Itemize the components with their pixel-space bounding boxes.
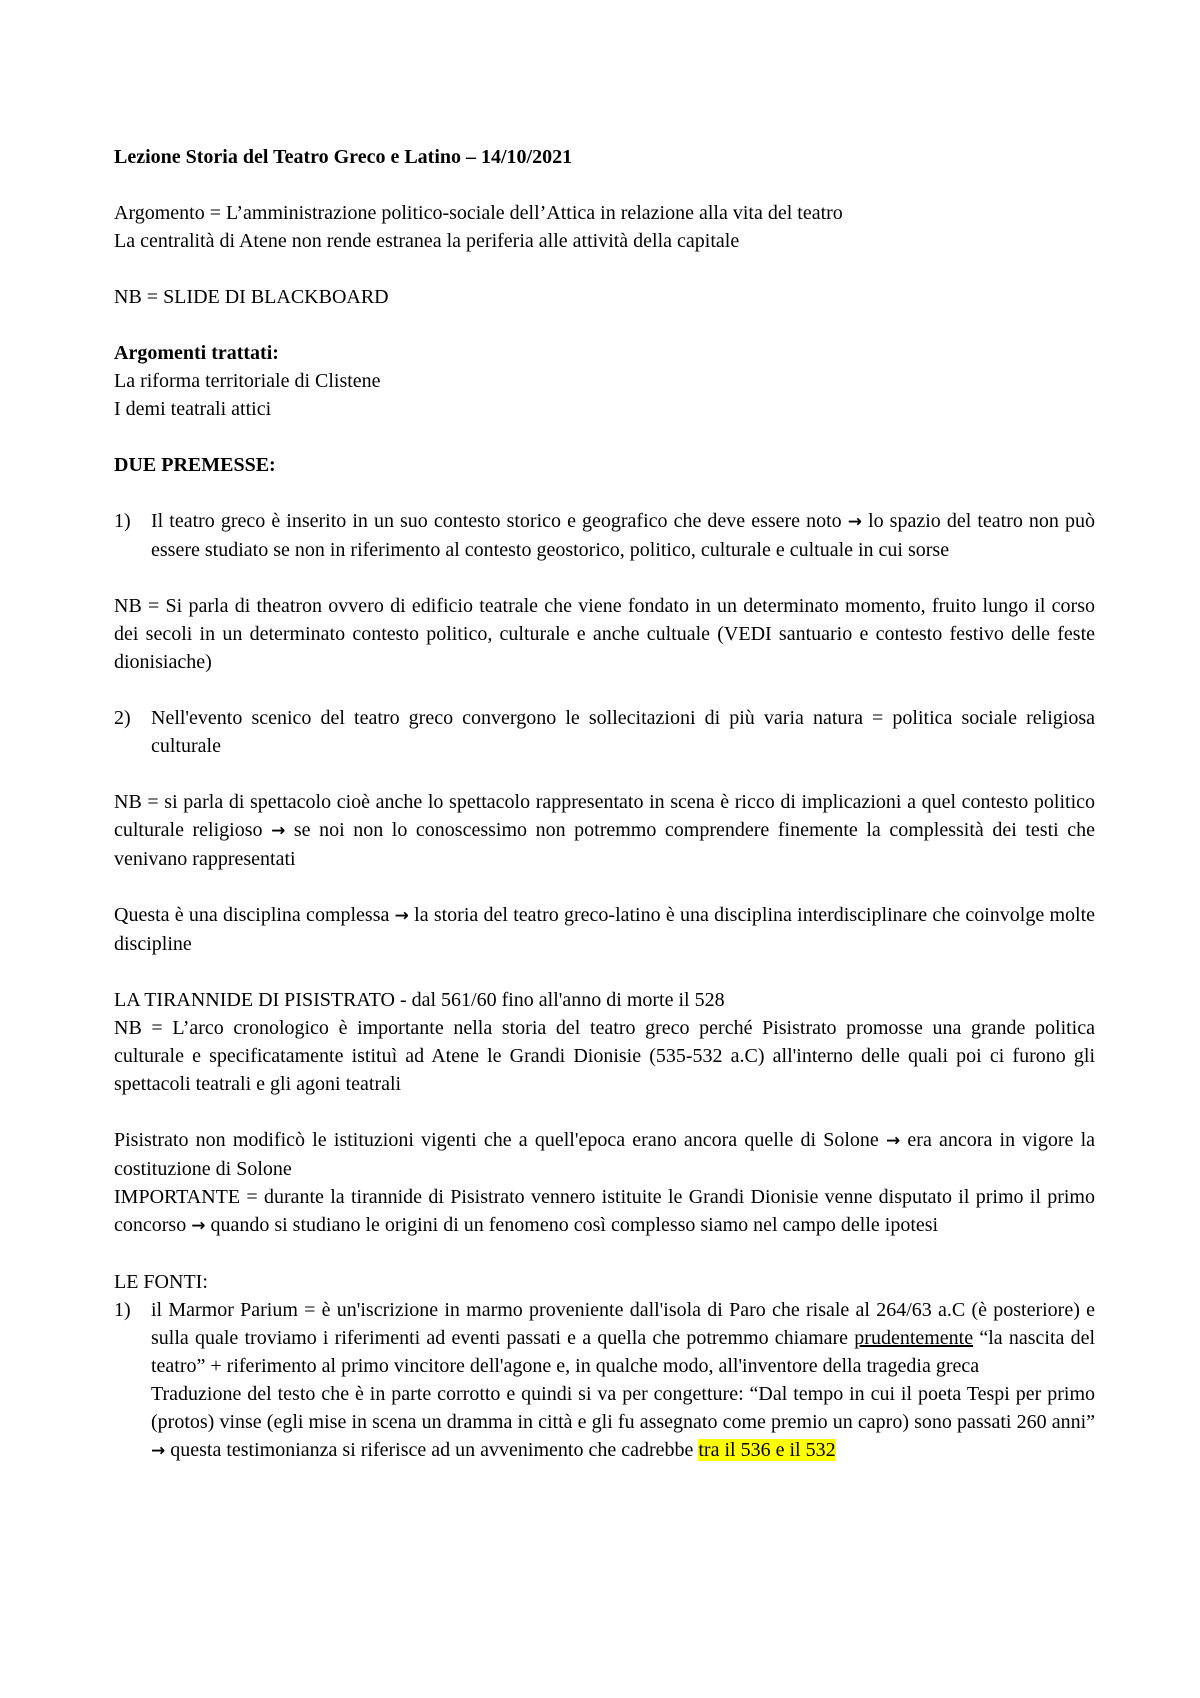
argomenti-heading: Argomenti trattati:	[114, 342, 279, 364]
fonte-item-1	[114, 1296, 1095, 1465]
spacer	[114, 958, 1095, 986]
premessa-item-1	[114, 507, 1095, 564]
right-arrow-icon: →	[847, 512, 862, 532]
spacer	[114, 760, 1095, 788]
premessa-1-text-a: Il teatro greco è inserito in un suo contesto storico e geografico che deve essere noto	[151, 510, 842, 532]
argomento-line: Argomento = L’amministrazione politico-sociale dell’Attica in relazione alla vita del teatro	[114, 202, 843, 224]
importante-paragraph	[114, 1183, 1095, 1240]
tirannide-nb-paragraph: NB = L’arco cronologico è importante nella storia del teatro greco perché Pisistrato promosse una grande politica culturale e specificatamente istituì ad Atene le Grandi Dionisie (535-532 a.C) all'interno delle quali poi ci furono gli spettacoli teatrali e gli agoni teatrali	[114, 1017, 1095, 1095]
spacer	[114, 479, 1095, 507]
centralita-line: La centralità di Atene non rende estranea la periferia alle attività della capitale	[114, 230, 740, 252]
solone-text-a: Pisistrato non modificò le istituzioni vigenti che a quell'epoca erano ancora quelle di Solone	[114, 1129, 879, 1151]
spacer	[114, 1240, 1095, 1268]
premessa-2-text: Nell'evento scenico del teatro greco convergono le sollecitazioni di più varia natura = politica sociale religiosa culturale	[151, 707, 1095, 757]
nb-theatron-paragraph: NB = Si parla di theatron ovvero di edificio teatrale che viene fondato in un determinato momento, fruito lungo il corso dei secoli in un determinato contesto politico, culturale e anche cultuale (VEDI santuario e contesto festivo delle feste dionisiache)	[114, 595, 1095, 673]
disciplina-text-a: Questa è una disciplina complessa	[114, 904, 390, 926]
disciplina-paragraph	[114, 901, 1095, 958]
spacer	[114, 423, 1095, 451]
solone-paragraph	[114, 1126, 1095, 1183]
premessa-item-2	[114, 704, 1095, 760]
right-arrow-icon: →	[191, 1216, 206, 1236]
fonte-1-text-a: il Marmor Parium = è un'iscrizione in marmo proveniente dall'isola di Paro che risale al 264/63 a.C (è posteriore) e sulla quale troviamo i riferimenti ad eventi passati e a quella che potremmo chiamare	[151, 1299, 1095, 1349]
fonte-1-text-b: “la nascita del teatro” + riferimento al primo vincitore dell'agone e, in qualche modo, all'inventore della tragedia greca	[151, 1327, 1096, 1377]
premesse-list-2	[114, 704, 1095, 760]
tirannide-heading: LA TIRANNIDE DI PISISTRATO - dal 561/60 fino all'anno di morte il 528	[114, 989, 725, 1011]
list-number: 1)	[114, 510, 131, 532]
nb-spettacolo-text-b: se noi non lo conoscessimo non potremmo comprendere finemente la complessità dei testi che venivano rappresentati	[114, 819, 1095, 870]
importante-text-b: quando si studiano le origini di un fenomeno così complesso siamo nel campo delle ipotesi	[210, 1214, 939, 1236]
premesse-list-1	[114, 507, 1095, 564]
premesse-heading: DUE PREMESSE:	[114, 454, 276, 476]
fonte-1-text-d: questa testimonianza si riferisce ad un avvenimento che cadrebbe	[170, 1439, 694, 1461]
importante-text-a: IMPORTANTE = durante la tirannide di Pisistrato vennero istituite le Grandi Dionisie venne disputato il primo il primo concorso	[114, 1186, 1095, 1236]
list-number: 2)	[114, 707, 131, 729]
premessa-1-text-b: lo spazio del teatro non può essere studiato se non in riferimento al contesto geostorico, politico, culturale e cultuale in cui sorse	[151, 510, 1095, 561]
fonti-list	[114, 1296, 1095, 1465]
highlighted-dates: tra il 536 e il 532	[698, 1439, 836, 1461]
solone-text-b: era ancora in vigore la costituzione di Solone	[114, 1129, 1096, 1180]
spacer	[114, 311, 1095, 339]
nb-slide-line: NB = SLIDE DI BLACKBOARD	[114, 286, 389, 308]
lesson-title: Lezione Storia del Teatro Greco e Latino – 14/10/2021	[114, 146, 573, 168]
spacer	[114, 873, 1095, 901]
disciplina-text-b: la storia del teatro greco-latino è una disciplina interdisciplinare che coinvolge molte discipline	[114, 904, 1096, 955]
list-number: 1)	[114, 1299, 131, 1321]
fonti-heading: LE FONTI:	[114, 1271, 208, 1293]
argomenti-item: I demi teatrali attici	[114, 398, 272, 420]
nb-spettacolo-text-a: NB = si parla di spettacolo cioè anche lo spettacolo rappresentato in scena è ricco di implicazioni a quel contesto politico culturale religioso	[114, 791, 1095, 841]
spacer	[114, 255, 1095, 283]
spacer	[114, 171, 1095, 199]
fonte-1-traduzione: Traduzione del testo che è in parte corrotto e quindi si va per congetture: “Dal tempo in cui il poeta Tespi per primo (protos) vinse (egli mise in scena un dramma in città e gli fu assegnato come premio un capro) sono passati 260 anni”	[151, 1383, 1095, 1433]
argomenti-item: La riforma territoriale di Clistene	[114, 370, 381, 392]
spacer	[114, 564, 1095, 592]
right-arrow-icon: →	[885, 1131, 901, 1151]
nb-spettacolo-paragraph	[114, 788, 1095, 873]
spacer	[114, 676, 1095, 704]
underlined-word: prudentemente	[854, 1327, 974, 1349]
right-arrow-icon: →	[151, 1441, 166, 1461]
right-arrow-icon: →	[271, 821, 286, 841]
right-arrow-icon: →	[394, 906, 409, 926]
spacer	[114, 1098, 1095, 1126]
